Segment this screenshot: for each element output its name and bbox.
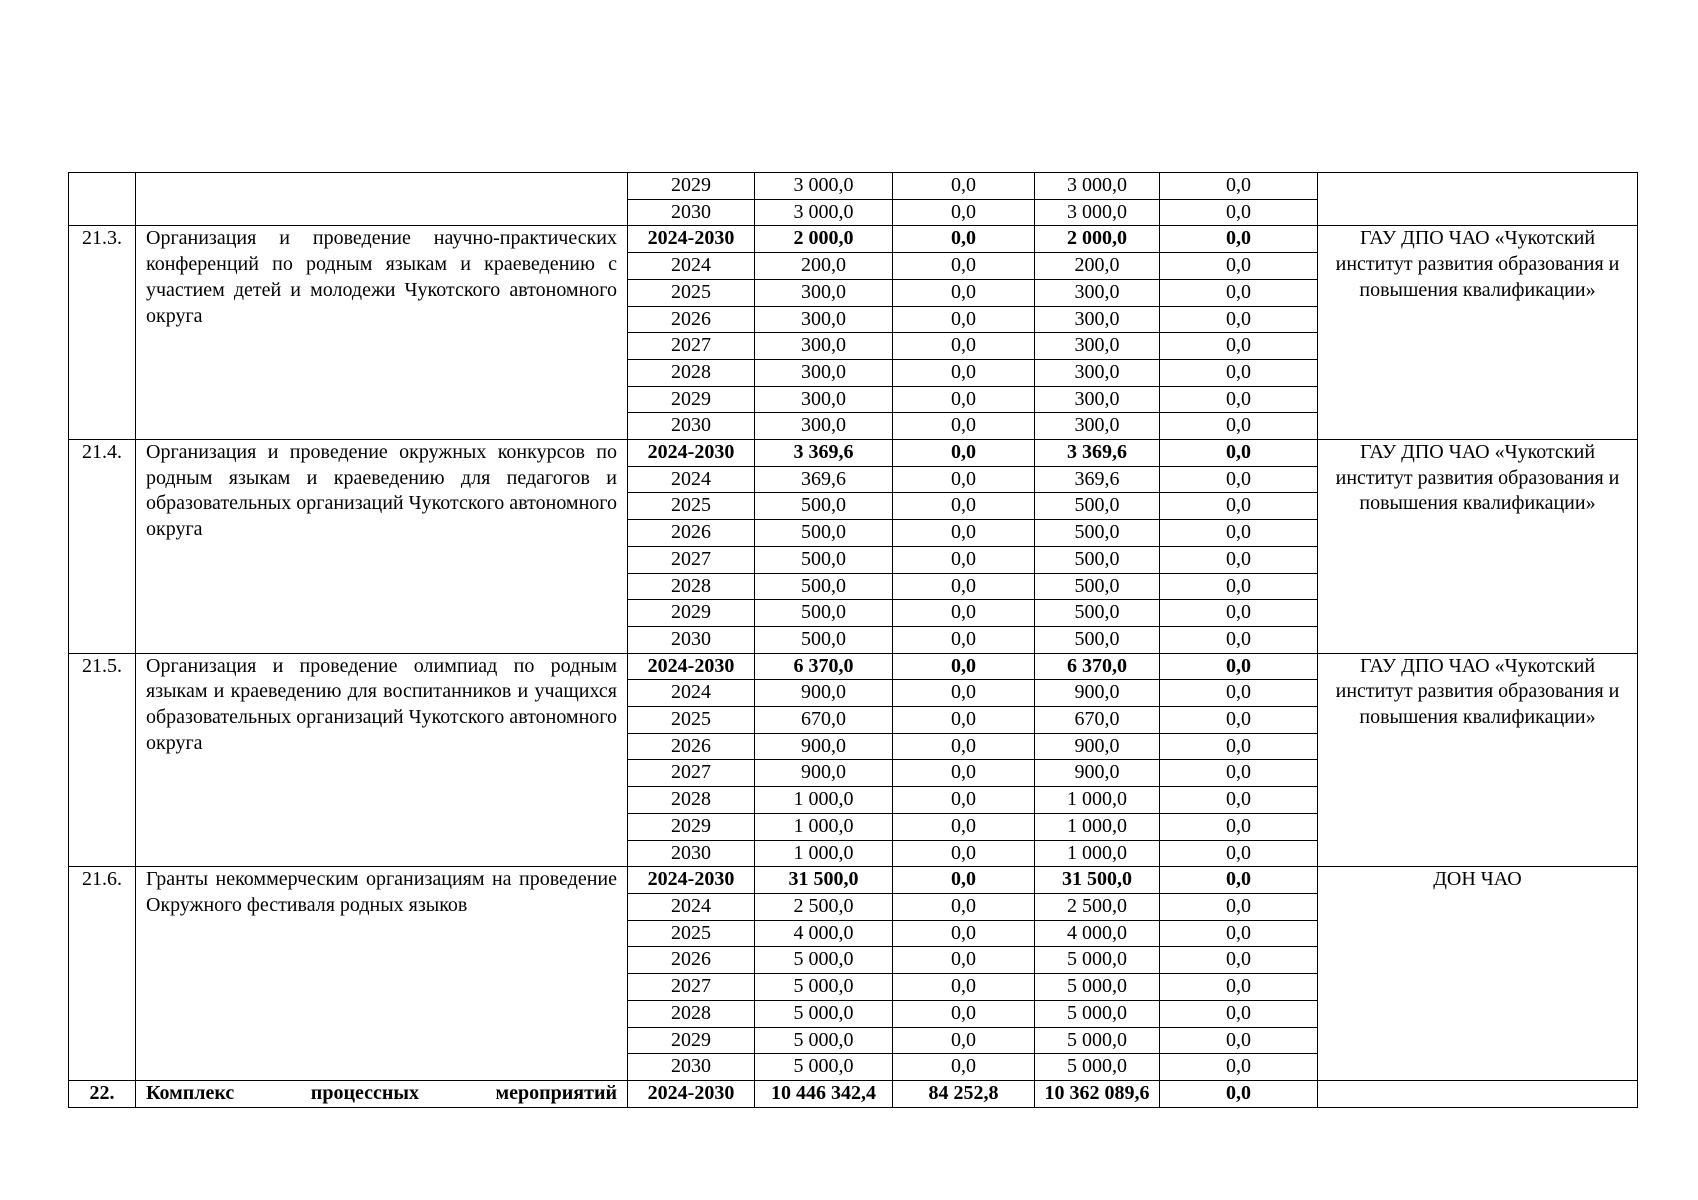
other-sources-cell: 0,0 — [1160, 840, 1318, 867]
other-sources-cell: 0,0 — [1160, 626, 1318, 653]
regional-budget-cell: 5 000,0 — [1035, 1054, 1160, 1081]
federal-budget-cell: 0,0 — [893, 386, 1035, 413]
year-cell: 2027 — [628, 760, 755, 787]
regional-budget-cell: 500,0 — [1035, 520, 1160, 547]
total-amount-cell: 300,0 — [755, 386, 893, 413]
other-sources-cell: 0,0 — [1160, 333, 1318, 360]
other-sources-cell: 0,0 — [1160, 653, 1318, 680]
total-amount-cell: 369,6 — [755, 466, 893, 493]
year-cell: 2024 — [628, 893, 755, 920]
federal-budget-cell: 0,0 — [893, 279, 1035, 306]
other-sources-cell: 0,0 — [1160, 1080, 1318, 1107]
federal-budget-cell: 0,0 — [893, 1027, 1035, 1054]
federal-budget-cell: 0,0 — [893, 733, 1035, 760]
year-cell: 2030 — [628, 840, 755, 867]
executor-cell — [1318, 440, 1638, 654]
description-word: процессных — [310, 1081, 419, 1104]
regional-budget-cell: 300,0 — [1035, 359, 1160, 386]
year-cell: 2030 — [628, 199, 755, 226]
year-cell: 2028 — [628, 787, 755, 814]
year-cell: 2029 — [628, 173, 755, 200]
other-sources-cell: 0,0 — [1160, 520, 1318, 547]
total-amount-cell: 6 370,0 — [755, 653, 893, 680]
federal-budget-cell: 0,0 — [893, 1054, 1035, 1081]
total-amount-cell: 300,0 — [755, 413, 893, 440]
federal-budget-cell: 84 252,8 — [893, 1080, 1035, 1107]
year-cell: 2029 — [628, 600, 755, 627]
other-sources-cell: 0,0 — [1160, 760, 1318, 787]
total-amount-cell: 1 000,0 — [755, 787, 893, 814]
executor-text: ГАУ ДПО ЧАО «Чукотский институт развития образования и повышения квалификации» — [1335, 441, 1620, 515]
regional-budget-cell: 1 000,0 — [1035, 813, 1160, 840]
total-amount-cell: 31 500,0 — [755, 867, 893, 894]
other-sources-cell: 0,0 — [1160, 546, 1318, 573]
regional-budget-cell: 500,0 — [1035, 573, 1160, 600]
item-number-cell: 21.5. — [69, 653, 136, 867]
federal-budget-cell: 0,0 — [893, 787, 1035, 814]
other-sources-cell: 0,0 — [1160, 226, 1318, 253]
item-description-text: Организация и проведение научно-практических конференций по родным языкам и краеведению с участием детей и молодежи Чукотского автономного округа — [146, 227, 617, 327]
item-number-cell: 21.4. — [69, 440, 136, 654]
year-cell: 2024-2030 — [628, 440, 755, 467]
total-amount-cell: 500,0 — [755, 573, 893, 600]
other-sources-cell: 0,0 — [1160, 920, 1318, 947]
other-sources-cell: 0,0 — [1160, 974, 1318, 1001]
year-cell: 2024-2030 — [628, 653, 755, 680]
other-sources-cell: 0,0 — [1160, 947, 1318, 974]
other-sources-cell: 0,0 — [1160, 173, 1318, 200]
regional-budget-cell: 2 000,0 — [1035, 226, 1160, 253]
regional-budget-cell: 5 000,0 — [1035, 1027, 1160, 1054]
item-description-cell — [136, 226, 628, 440]
executor-text: ДОН ЧАО — [1433, 868, 1522, 891]
total-amount-cell: 5 000,0 — [755, 1054, 893, 1081]
federal-budget-cell: 0,0 — [893, 653, 1035, 680]
federal-budget-cell: 0,0 — [893, 707, 1035, 734]
regional-budget-cell: 500,0 — [1035, 493, 1160, 520]
other-sources-cell: 0,0 — [1160, 253, 1318, 280]
year-cell: 2028 — [628, 573, 755, 600]
year-cell: 2027 — [628, 546, 755, 573]
item-description-text: Организация и проведение окружных конкурсов по родным языкам и краеведению для педагогов и образовательных организаций Чукотского автономного округа — [146, 441, 617, 541]
other-sources-cell: 0,0 — [1160, 707, 1318, 734]
table-row-total — [69, 1080, 1638, 1107]
federal-budget-cell: 0,0 — [893, 600, 1035, 627]
year-cell: 2025 — [628, 279, 755, 306]
total-amount-cell: 500,0 — [755, 626, 893, 653]
other-sources-cell: 0,0 — [1160, 813, 1318, 840]
federal-budget-cell: 0,0 — [893, 680, 1035, 707]
year-cell: 2024 — [628, 253, 755, 280]
year-cell: 2024-2030 — [628, 867, 755, 894]
regional-budget-cell: 10 362 089,6 — [1035, 1080, 1160, 1107]
federal-budget-cell: 0,0 — [893, 520, 1035, 547]
federal-budget-cell: 0,0 — [893, 813, 1035, 840]
total-amount-cell: 900,0 — [755, 680, 893, 707]
item-description-cell — [136, 440, 628, 654]
total-amount-cell: 2 000,0 — [755, 226, 893, 253]
total-amount-cell: 500,0 — [755, 493, 893, 520]
regional-budget-cell: 3 000,0 — [1035, 199, 1160, 226]
year-cell: 2029 — [628, 386, 755, 413]
regional-budget-cell: 900,0 — [1035, 680, 1160, 707]
other-sources-cell: 0,0 — [1160, 733, 1318, 760]
federal-budget-cell: 0,0 — [893, 920, 1035, 947]
item-number-cell — [69, 173, 136, 226]
regional-budget-cell: 3 000,0 — [1035, 173, 1160, 200]
item-description-cell — [136, 173, 628, 226]
year-cell: 2029 — [628, 813, 755, 840]
executor-cell — [1318, 226, 1638, 440]
regional-budget-cell: 5 000,0 — [1035, 947, 1160, 974]
total-amount-cell: 4 000,0 — [755, 920, 893, 947]
year-cell: 2026 — [628, 520, 755, 547]
regional-budget-cell: 300,0 — [1035, 386, 1160, 413]
total-amount-cell: 10 446 342,4 — [755, 1080, 893, 1107]
executor-text: ГАУ ДПО ЧАО «Чукотский институт развития образования и повышения квалификации» — [1335, 654, 1620, 729]
other-sources-cell: 0,0 — [1160, 413, 1318, 440]
year-cell: 2025 — [628, 493, 755, 520]
federal-budget-cell: 0,0 — [893, 253, 1035, 280]
year-cell: 2025 — [628, 920, 755, 947]
regional-budget-cell: 900,0 — [1035, 760, 1160, 787]
regional-budget-cell: 670,0 — [1035, 707, 1160, 734]
regional-budget-cell: 300,0 — [1035, 306, 1160, 333]
total-amount-cell: 5 000,0 — [755, 1000, 893, 1027]
year-cell: 2024-2030 — [628, 1080, 755, 1107]
total-amount-cell: 900,0 — [755, 733, 893, 760]
item-number-cell: 21.6. — [69, 867, 136, 1081]
total-amount-cell: 1 000,0 — [755, 813, 893, 840]
table-row — [69, 653, 1638, 680]
year-cell: 2025 — [628, 707, 755, 734]
federal-budget-cell: 0,0 — [893, 466, 1035, 493]
regional-budget-cell: 1 000,0 — [1035, 840, 1160, 867]
other-sources-cell: 0,0 — [1160, 893, 1318, 920]
year-cell: 2024-2030 — [628, 226, 755, 253]
regional-budget-cell: 300,0 — [1035, 413, 1160, 440]
table-row — [69, 867, 1638, 894]
total-amount-cell: 670,0 — [755, 707, 893, 734]
other-sources-cell: 0,0 — [1160, 600, 1318, 627]
federal-budget-cell: 0,0 — [893, 760, 1035, 787]
other-sources-cell: 0,0 — [1160, 359, 1318, 386]
item-description-text: Гранты некоммерческим организациям на проведение Окружного фестиваля родных языков — [146, 868, 617, 916]
regional-budget-cell: 1 000,0 — [1035, 787, 1160, 814]
regional-budget-cell: 500,0 — [1035, 600, 1160, 627]
executor-cell — [1318, 1080, 1638, 1107]
year-cell: 2029 — [628, 1027, 755, 1054]
total-amount-cell: 300,0 — [755, 359, 893, 386]
executor-cell — [1318, 867, 1638, 1081]
item-description-cell — [136, 1080, 628, 1107]
description-word: Комплекс — [146, 1081, 235, 1104]
federal-budget-cell: 0,0 — [893, 413, 1035, 440]
other-sources-cell: 0,0 — [1160, 1027, 1318, 1054]
table-row — [69, 226, 1638, 253]
item-description-text — [146, 1081, 617, 1107]
federal-budget-cell: 0,0 — [893, 626, 1035, 653]
federal-budget-cell: 0,0 — [893, 440, 1035, 467]
item-description-cell — [136, 867, 628, 1081]
regional-budget-cell: 5 000,0 — [1035, 1000, 1160, 1027]
federal-budget-cell: 0,0 — [893, 974, 1035, 1001]
year-cell: 2030 — [628, 626, 755, 653]
total-amount-cell: 2 500,0 — [755, 893, 893, 920]
regional-budget-cell: 5 000,0 — [1035, 974, 1160, 1001]
federal-budget-cell: 0,0 — [893, 493, 1035, 520]
regional-budget-cell: 4 000,0 — [1035, 920, 1160, 947]
total-amount-cell: 500,0 — [755, 520, 893, 547]
other-sources-cell: 0,0 — [1160, 1000, 1318, 1027]
funding-table — [68, 172, 1638, 1108]
other-sources-cell: 0,0 — [1160, 306, 1318, 333]
federal-budget-cell: 0,0 — [893, 199, 1035, 226]
other-sources-cell: 0,0 — [1160, 466, 1318, 493]
year-cell: 2027 — [628, 974, 755, 1001]
total-amount-cell: 3 000,0 — [755, 199, 893, 226]
total-amount-cell: 500,0 — [755, 546, 893, 573]
table-row — [69, 440, 1638, 467]
total-amount-cell: 1 000,0 — [755, 840, 893, 867]
regional-budget-cell: 3 369,6 — [1035, 440, 1160, 467]
year-cell: 2026 — [628, 733, 755, 760]
federal-budget-cell: 0,0 — [893, 306, 1035, 333]
item-description-text: Организация и проведение олимпиад по родным языкам и краеведению для воспитанников и учащихся образовательных организаций Чукотского автономного округа — [146, 654, 617, 754]
item-number-cell: 22. — [69, 1080, 136, 1107]
regional-budget-cell: 300,0 — [1035, 279, 1160, 306]
federal-budget-cell: 0,0 — [893, 359, 1035, 386]
other-sources-cell: 0,0 — [1160, 493, 1318, 520]
federal-budget-cell: 0,0 — [893, 546, 1035, 573]
total-amount-cell: 900,0 — [755, 760, 893, 787]
year-cell: 2027 — [628, 333, 755, 360]
other-sources-cell: 0,0 — [1160, 787, 1318, 814]
federal-budget-cell: 0,0 — [893, 867, 1035, 894]
total-amount-cell: 5 000,0 — [755, 974, 893, 1001]
table-row — [69, 173, 1638, 200]
year-cell: 2028 — [628, 359, 755, 386]
other-sources-cell: 0,0 — [1160, 279, 1318, 306]
federal-budget-cell: 0,0 — [893, 173, 1035, 200]
regional-budget-cell: 200,0 — [1035, 253, 1160, 280]
executor-cell — [1318, 653, 1638, 867]
federal-budget-cell: 0,0 — [893, 893, 1035, 920]
total-amount-cell: 300,0 — [755, 306, 893, 333]
other-sources-cell: 0,0 — [1160, 440, 1318, 467]
executor-cell — [1318, 173, 1638, 226]
federal-budget-cell: 0,0 — [893, 947, 1035, 974]
other-sources-cell: 0,0 — [1160, 867, 1318, 894]
other-sources-cell: 0,0 — [1160, 680, 1318, 707]
other-sources-cell: 0,0 — [1160, 199, 1318, 226]
year-cell: 2024 — [628, 466, 755, 493]
regional-budget-cell: 31 500,0 — [1035, 867, 1160, 894]
funding-table-body — [69, 173, 1638, 1108]
year-cell: 2026 — [628, 306, 755, 333]
regional-budget-cell: 900,0 — [1035, 733, 1160, 760]
year-cell: 2030 — [628, 1054, 755, 1081]
total-amount-cell: 500,0 — [755, 600, 893, 627]
federal-budget-cell: 0,0 — [893, 226, 1035, 253]
federal-budget-cell: 0,0 — [893, 1000, 1035, 1027]
item-number-cell: 21.3. — [69, 226, 136, 440]
regional-budget-cell: 500,0 — [1035, 626, 1160, 653]
total-amount-cell: 300,0 — [755, 279, 893, 306]
item-description-cell — [136, 653, 628, 867]
federal-budget-cell: 0,0 — [893, 333, 1035, 360]
regional-budget-cell: 300,0 — [1035, 333, 1160, 360]
regional-budget-cell: 369,6 — [1035, 466, 1160, 493]
year-cell: 2024 — [628, 680, 755, 707]
regional-budget-cell: 2 500,0 — [1035, 893, 1160, 920]
other-sources-cell: 0,0 — [1160, 573, 1318, 600]
regional-budget-cell: 6 370,0 — [1035, 653, 1160, 680]
total-amount-cell: 5 000,0 — [755, 947, 893, 974]
executor-text: ГАУ ДПО ЧАО «Чукотский институт развития образования и повышения квалификации» — [1335, 227, 1620, 301]
federal-budget-cell: 0,0 — [893, 573, 1035, 600]
total-amount-cell: 5 000,0 — [755, 1027, 893, 1054]
total-amount-cell: 200,0 — [755, 253, 893, 280]
federal-budget-cell: 0,0 — [893, 840, 1035, 867]
year-cell: 2026 — [628, 947, 755, 974]
total-amount-cell: 3 369,6 — [755, 440, 893, 467]
regional-budget-cell: 500,0 — [1035, 546, 1160, 573]
total-amount-cell: 300,0 — [755, 333, 893, 360]
description-word: мероприятий — [495, 1081, 617, 1104]
year-cell: 2030 — [628, 413, 755, 440]
year-cell: 2028 — [628, 1000, 755, 1027]
other-sources-cell: 0,0 — [1160, 386, 1318, 413]
other-sources-cell: 0,0 — [1160, 1054, 1318, 1081]
total-amount-cell: 3 000,0 — [755, 173, 893, 200]
